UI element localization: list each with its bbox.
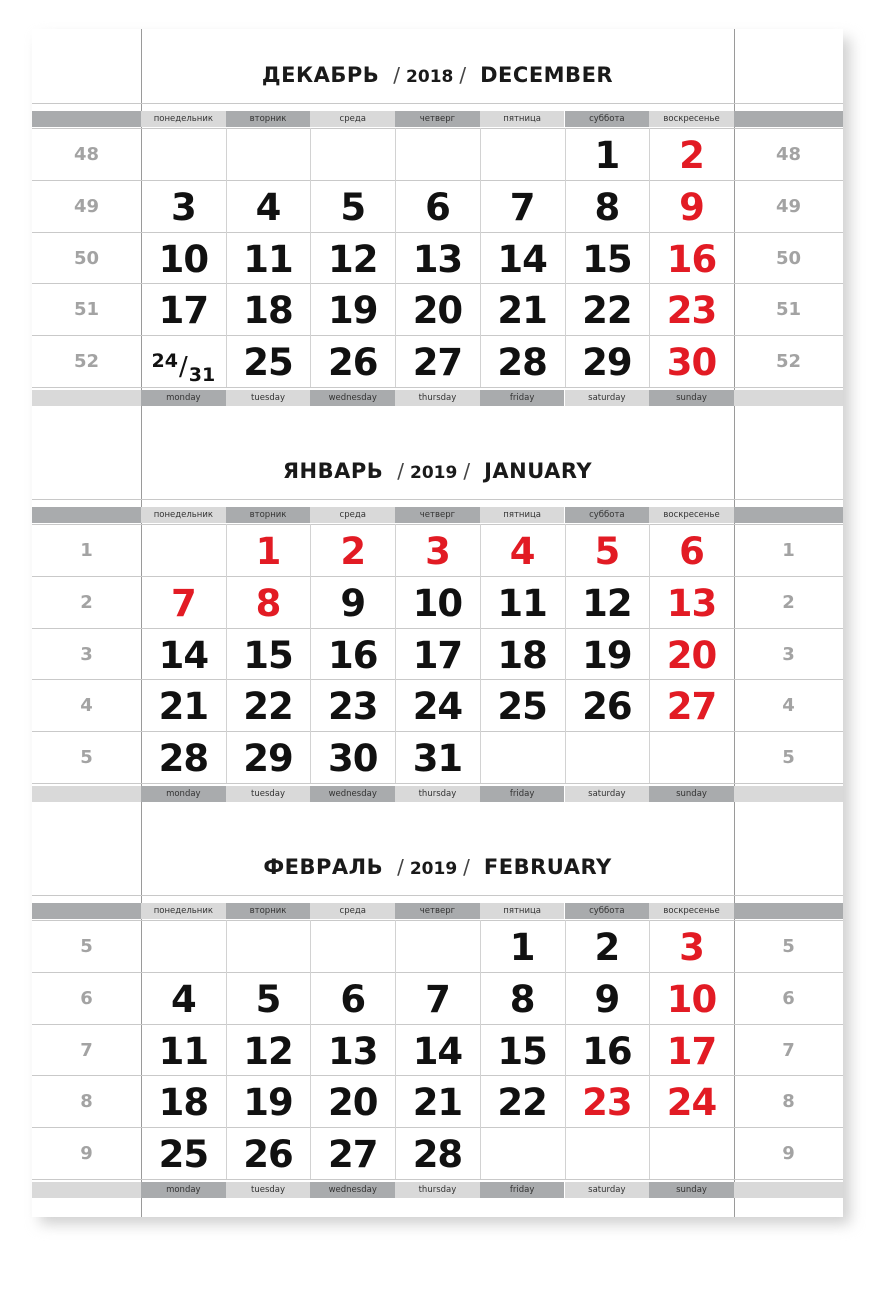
month-name-ru: ДЕКАБРЬ — [261, 63, 380, 87]
week-number-right: 8 — [782, 1091, 795, 1113]
day-cell: 9 — [679, 185, 704, 229]
day-cell: 1 — [509, 926, 535, 969]
day-cell: 6 — [679, 530, 704, 573]
day-cell: 25 — [158, 1133, 209, 1177]
day-cell: 31 — [412, 737, 463, 781]
day-cell: 5 — [255, 977, 281, 1021]
day-cell: 26 — [582, 685, 632, 729]
day-cell — [649, 732, 734, 783]
weekday-label: пятница — [480, 507, 565, 523]
day-cell: 20 — [327, 1081, 378, 1125]
day-cell: 14 — [158, 633, 209, 677]
month-section — [32, 425, 843, 821]
day-cell: 22 — [497, 1081, 547, 1125]
day-cell: 12 — [243, 1029, 293, 1073]
title-separator: / — [397, 855, 404, 879]
weekday-label: понедельник — [141, 111, 226, 127]
band-edge — [32, 111, 141, 127]
week-number-left: 48 — [73, 144, 100, 165]
day-cell: 18 — [243, 289, 293, 333]
day-cell: 16 — [327, 633, 378, 677]
day-cell: 13 — [412, 237, 463, 281]
weekday-label: среда — [310, 903, 395, 919]
week-number-right: 51 — [775, 299, 802, 321]
band-edge — [32, 903, 141, 919]
weekday-label: sunday — [649, 786, 734, 802]
weekday-label: суббота — [565, 111, 650, 127]
title-underline — [32, 103, 843, 104]
day-cell: 6 — [340, 977, 366, 1021]
day-cell: 11 — [497, 581, 547, 625]
day-cell: 19 — [243, 1081, 293, 1125]
band-edge — [734, 111, 843, 127]
day-cell: 30 — [666, 341, 717, 385]
weekday-label: thursday — [395, 390, 480, 406]
day-cell: 5 — [594, 530, 620, 573]
day-cell: 20 — [666, 633, 717, 677]
day-cell — [395, 921, 480, 972]
day-cell: 24 — [666, 1081, 717, 1125]
day-cell: 14 — [412, 1029, 463, 1073]
day-cell: 7 — [170, 581, 196, 625]
day-cell: 30 — [327, 737, 378, 781]
week-number-left: 52 — [73, 351, 100, 373]
weekday-label: понедельник — [141, 507, 226, 523]
day-cell: 13 — [327, 1029, 378, 1073]
day-cell: 28 — [158, 737, 209, 781]
month-title — [141, 855, 734, 889]
week-number-left: 51 — [73, 299, 100, 321]
day-cell: 7 — [509, 185, 535, 229]
weekday-label: sunday — [649, 1182, 734, 1198]
day-cell: 8 — [594, 185, 620, 229]
month-title — [141, 459, 734, 493]
day-cell — [310, 921, 395, 972]
title-separator: / — [393, 63, 401, 87]
weekday-label: пятница — [480, 903, 565, 919]
day-cell: 9 — [340, 581, 366, 625]
day-cell — [565, 1128, 650, 1179]
weekday-label: среда — [310, 111, 395, 127]
weekday-label: monday — [141, 390, 226, 406]
weekday-label: saturday — [565, 1182, 650, 1198]
day-number: 24 — [151, 350, 178, 373]
day-cell: 25 — [497, 685, 547, 729]
title-underline — [32, 895, 843, 896]
day-cell — [565, 732, 650, 783]
week-number-right: 2 — [782, 591, 795, 613]
week-number-right: 5 — [782, 747, 795, 769]
weekday-label: monday — [141, 786, 226, 802]
day-cell: 27 — [666, 685, 717, 729]
day-cell: 1 — [594, 134, 620, 177]
day-cell — [226, 129, 311, 180]
weekday-label: saturday — [565, 390, 650, 406]
week-number-left: 50 — [73, 247, 100, 269]
day-cell: 3 — [170, 185, 196, 229]
band-edge — [734, 1182, 843, 1198]
day-cell: 23 — [666, 289, 717, 333]
day-cell: 23 — [327, 685, 378, 729]
title-underline — [32, 499, 843, 500]
week-number-right: 49 — [775, 195, 802, 217]
weekday-label: friday — [480, 786, 565, 802]
day-cell — [141, 921, 226, 972]
month-name-en: FEBRUARY — [483, 855, 612, 879]
week-number-left: 49 — [73, 195, 100, 217]
weekday-label: monday — [141, 1182, 226, 1198]
month-name-ru: ФЕВРАЛЬ — [263, 855, 384, 879]
week-number-right: 7 — [782, 1039, 795, 1061]
band-edge — [32, 1182, 141, 1198]
day-cell: 8 — [509, 977, 535, 1021]
weekday-label: понедельник — [141, 903, 226, 919]
day-cell: 1 — [255, 530, 281, 573]
week-number-left: 7 — [80, 1039, 93, 1061]
weekday-label: четверг — [395, 111, 480, 127]
weekday-label: tuesday — [226, 390, 311, 406]
day-cell — [141, 336, 226, 387]
month-name-ru: ЯНВАРЬ — [282, 459, 384, 483]
day-cell — [141, 525, 226, 576]
week-number-left: 4 — [80, 695, 93, 717]
week-number-right: 9 — [782, 1143, 795, 1165]
day-cell: 18 — [497, 633, 547, 677]
title-separator: / — [459, 63, 467, 87]
month-name-en: DECEMBER — [480, 63, 614, 87]
title-separator: / — [397, 459, 405, 483]
weekday-label: вторник — [226, 903, 311, 919]
day-cell: 4 — [255, 185, 281, 229]
day-cell: 4 — [509, 530, 535, 573]
week-number-right: 4 — [782, 695, 795, 717]
day-cell: 22 — [243, 685, 293, 729]
day-cell: 28 — [412, 1133, 463, 1177]
band-edge — [734, 390, 843, 406]
week-number-right: 5 — [782, 936, 795, 957]
weekday-label: friday — [480, 1182, 565, 1198]
day-cell: 16 — [666, 237, 717, 281]
day-cell: 2 — [594, 926, 620, 969]
day-cell — [141, 129, 226, 180]
day-cell: 10 — [412, 581, 463, 625]
month-year: 2019 — [410, 463, 458, 483]
day-cell — [226, 921, 311, 972]
day-cell: 11 — [243, 237, 293, 281]
week-number-left: 8 — [80, 1091, 93, 1113]
week-number-left: 9 — [80, 1143, 93, 1165]
day-cell: 6 — [425, 185, 450, 229]
day-cell: 2 — [340, 530, 366, 573]
month-section — [32, 821, 843, 1217]
day-cell: 25 — [243, 341, 293, 385]
weekday-label: воскресенье — [649, 111, 734, 127]
weekday-label: friday — [480, 390, 565, 406]
day-cell: 15 — [497, 1029, 547, 1073]
month-title — [141, 63, 734, 97]
day-number: 31 — [188, 364, 216, 387]
weekday-label: пятница — [480, 111, 565, 127]
weekday-band-en — [32, 1182, 843, 1198]
weekday-label: wednesday — [310, 786, 395, 802]
day-cell — [310, 129, 395, 180]
day-cell: 12 — [327, 237, 378, 281]
day-cell: 2 — [679, 134, 704, 177]
day-cell: 3 — [425, 530, 450, 573]
day-cell — [395, 129, 480, 180]
week-number-right: 52 — [775, 351, 802, 373]
band-edge — [32, 786, 141, 802]
day-cell: 14 — [497, 237, 547, 281]
day-cell — [480, 129, 565, 180]
day-cell: 7 — [425, 977, 450, 1021]
band-edge — [734, 507, 843, 523]
day-cell: 21 — [412, 1081, 463, 1125]
weekday-label: sunday — [649, 390, 734, 406]
band-edge — [734, 903, 843, 919]
day-cell: 29 — [243, 737, 293, 781]
weekday-label: четверг — [395, 903, 480, 919]
title-separator: / — [463, 459, 471, 483]
calendar-page — [32, 29, 843, 1217]
week-number-right: 1 — [782, 540, 795, 561]
day-cell: 19 — [582, 633, 632, 677]
day-cell: 29 — [582, 341, 632, 385]
weekday-band-ru — [32, 903, 843, 919]
day-cell: 17 — [158, 289, 209, 333]
day-cell: 15 — [243, 633, 293, 677]
week-number-left: 5 — [80, 747, 93, 769]
month-section — [32, 29, 843, 425]
weekday-label: суббота — [565, 903, 650, 919]
day-cell: 4 — [170, 977, 196, 1021]
week-number-left: 3 — [80, 643, 93, 665]
weekday-label: вторник — [226, 111, 311, 127]
week-number-left: 1 — [80, 540, 93, 561]
day-cell: 19 — [327, 289, 378, 333]
band-edge — [32, 507, 141, 523]
month-year: 2019 — [409, 859, 458, 879]
day-cell: 22 — [582, 289, 632, 333]
day-cell: 17 — [666, 1029, 717, 1073]
weekday-label: среда — [310, 507, 395, 523]
weekday-label: воскресенье — [649, 507, 734, 523]
title-separator: / — [463, 855, 470, 879]
day-cell: 27 — [412, 341, 463, 385]
day-cell: 16 — [582, 1029, 632, 1073]
day-cell: 27 — [327, 1133, 378, 1177]
week-number-right: 3 — [782, 643, 795, 665]
band-edge — [32, 390, 141, 406]
weekday-label: wednesday — [310, 390, 395, 406]
day-cell: 26 — [327, 341, 378, 385]
day-cell: 28 — [497, 341, 547, 385]
week-number-left: 2 — [80, 591, 93, 613]
weekday-label: воскресенье — [649, 903, 734, 919]
weekday-label: tuesday — [226, 786, 311, 802]
day-cell: 12 — [582, 581, 632, 625]
weekday-label: thursday — [395, 1182, 480, 1198]
week-number-left: 5 — [80, 936, 93, 957]
day-cell: 21 — [158, 685, 209, 729]
band-edge — [734, 786, 843, 802]
weekday-label: tuesday — [226, 1182, 311, 1198]
day-cell: 13 — [666, 581, 717, 625]
month-name-en: JANUARY — [484, 459, 593, 483]
weekday-label: thursday — [395, 786, 480, 802]
day-cell: 18 — [158, 1081, 209, 1125]
weekday-band-en — [32, 786, 843, 802]
day-cell: 21 — [497, 289, 547, 333]
day-cell: 8 — [255, 581, 281, 625]
month-year: 2018 — [406, 67, 454, 87]
weekday-band-ru — [32, 111, 843, 127]
week-number-right: 6 — [782, 987, 795, 1009]
day-cell: 15 — [582, 237, 632, 281]
weekday-label: вторник — [226, 507, 311, 523]
day-cell: 10 — [158, 237, 209, 281]
day-cell: 5 — [340, 185, 366, 229]
day-split-slash: / — [178, 352, 188, 383]
weekday-label: saturday — [565, 786, 650, 802]
weekday-label: суббота — [565, 507, 650, 523]
week-number-left: 6 — [80, 987, 93, 1009]
day-cell: 9 — [594, 977, 620, 1021]
day-cell: 10 — [666, 977, 717, 1021]
weekday-band-en — [32, 390, 843, 406]
day-cell: 17 — [412, 633, 463, 677]
week-number-right: 48 — [775, 144, 802, 165]
day-cell — [480, 1128, 565, 1179]
day-cell: 3 — [679, 926, 704, 969]
week-number-right: 50 — [775, 247, 802, 269]
day-cell: 26 — [243, 1133, 293, 1177]
weekday-label: wednesday — [310, 1182, 395, 1198]
day-cell — [480, 732, 565, 783]
weekday-band-ru — [32, 507, 843, 523]
day-cell: 24 — [412, 685, 463, 729]
day-cell: 23 — [582, 1081, 632, 1125]
day-cell: 11 — [158, 1029, 209, 1073]
day-cell — [649, 1128, 734, 1179]
day-cell: 20 — [412, 289, 463, 333]
weekday-label: четверг — [395, 507, 480, 523]
